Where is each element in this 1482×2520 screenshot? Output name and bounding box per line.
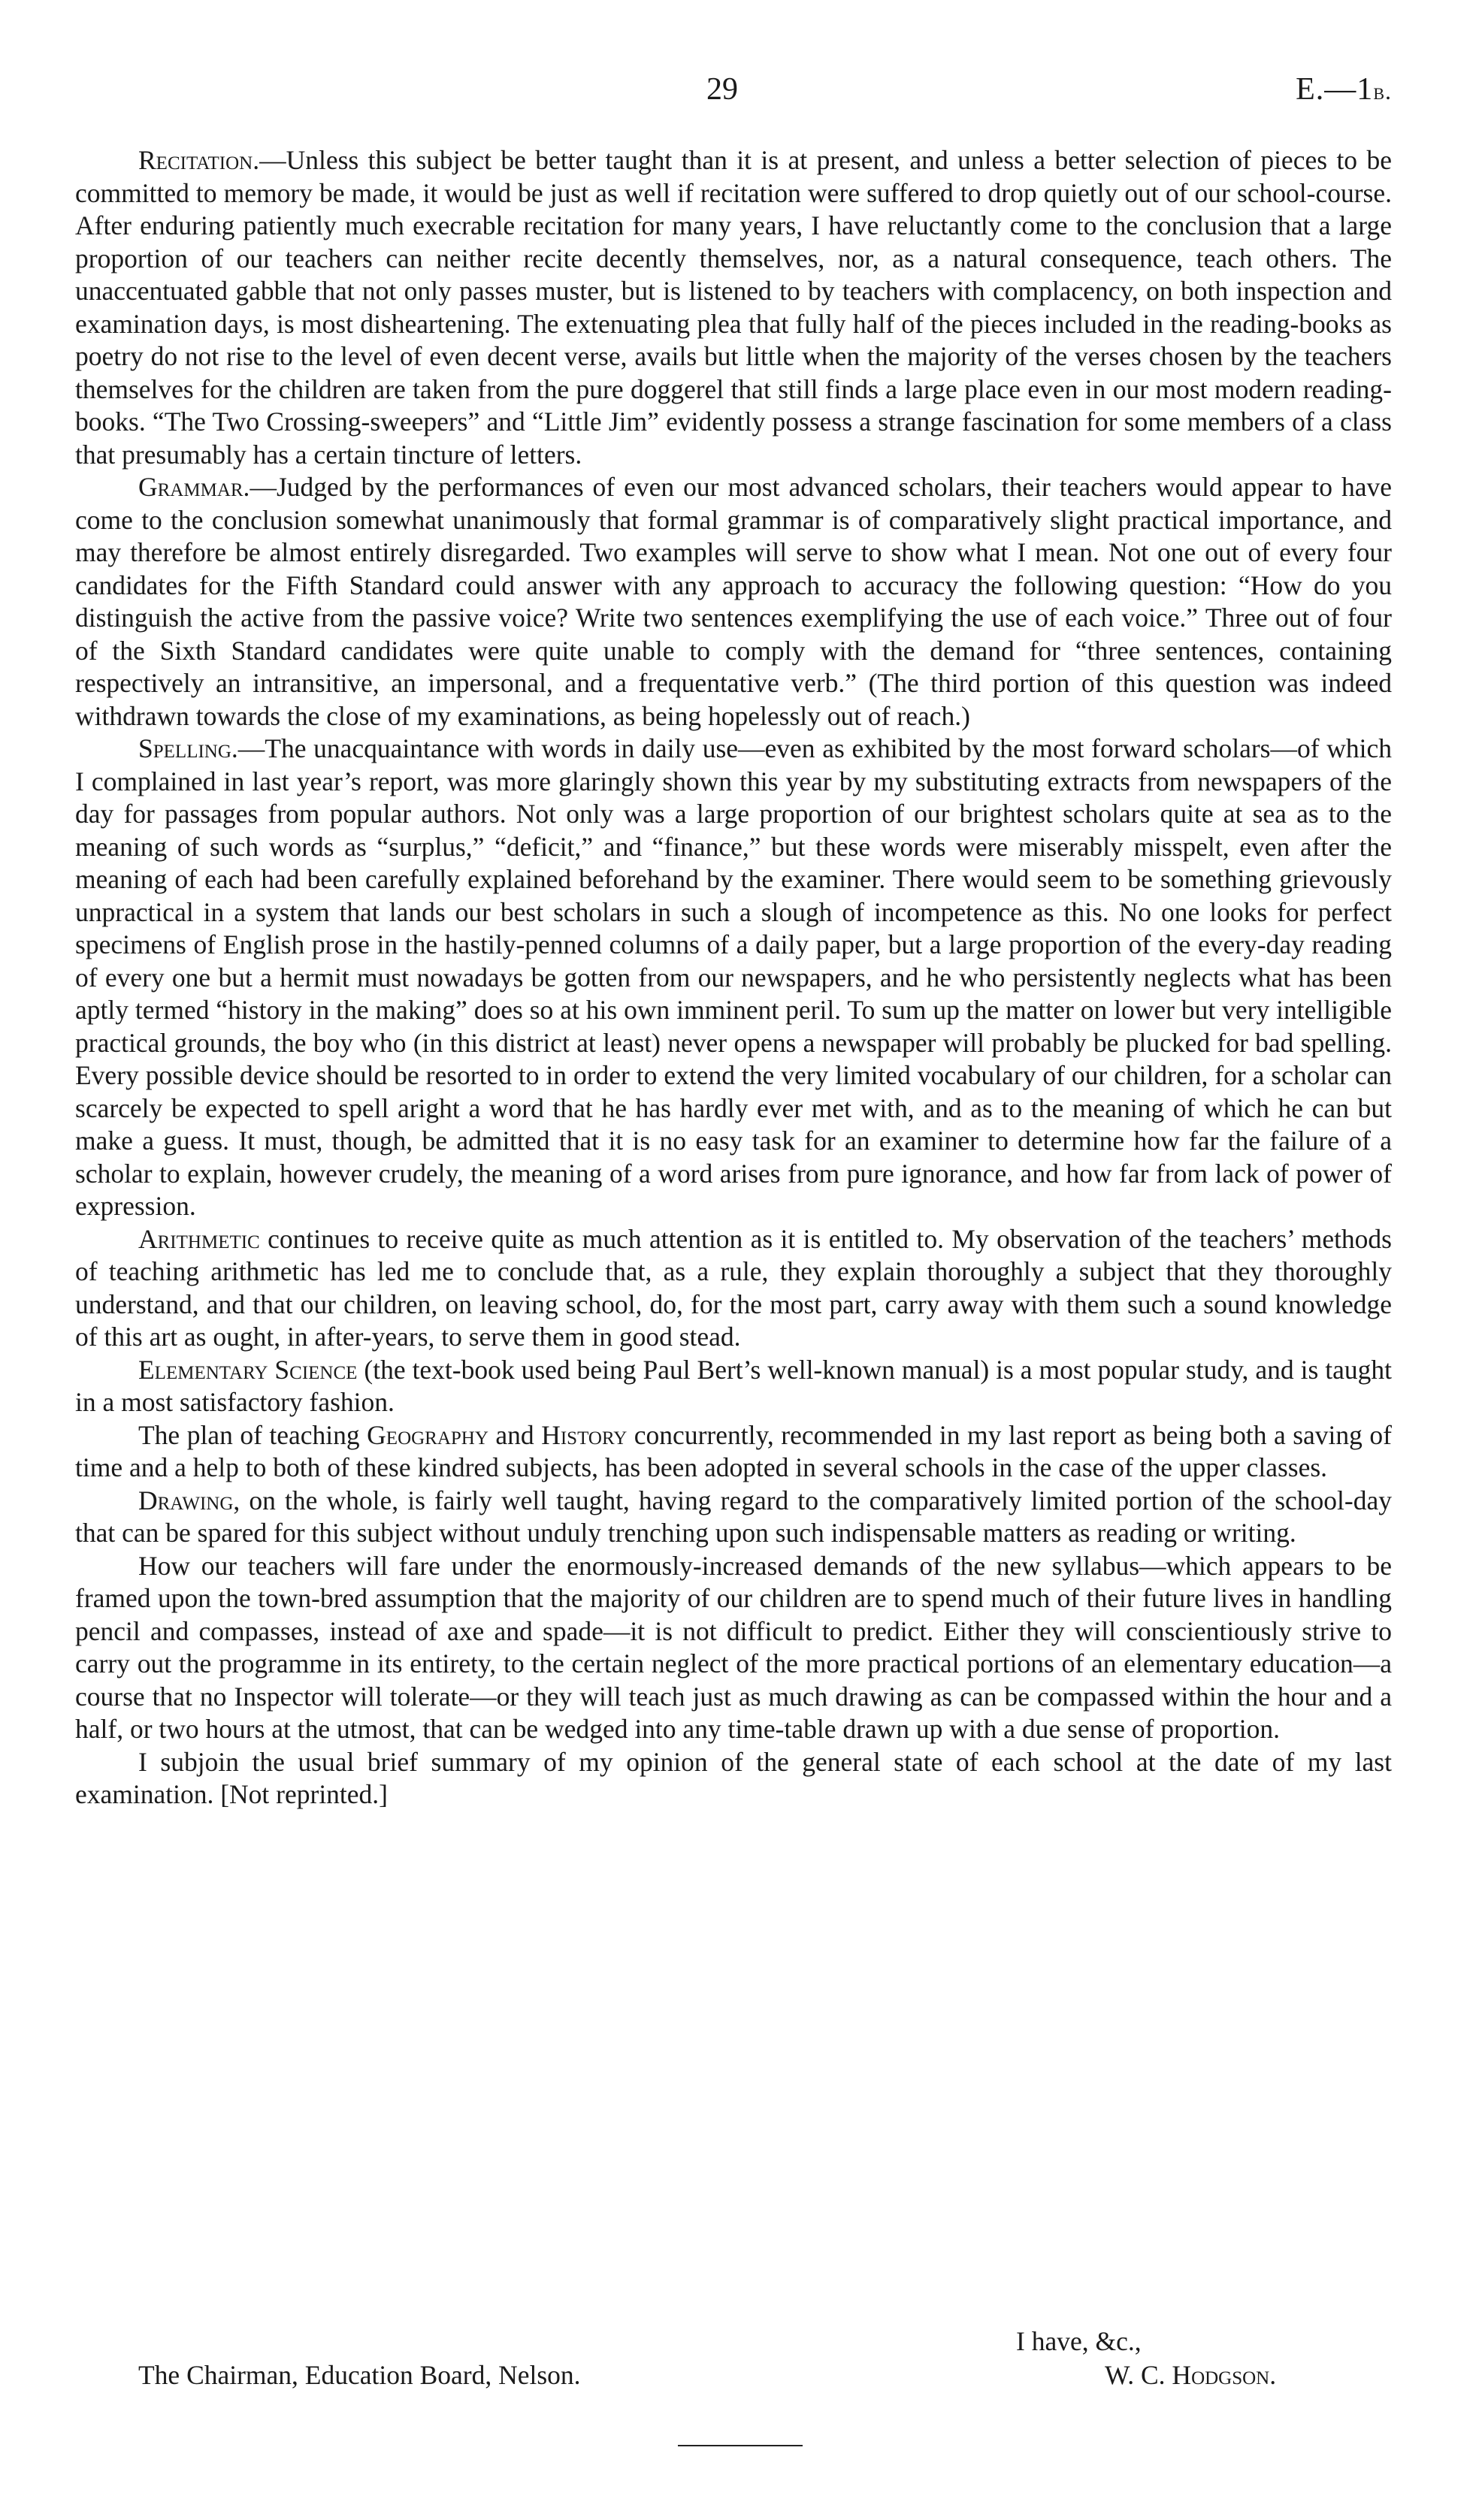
paragraph-arithmetic xyxy=(75,1223,1392,1354)
paragraph-text: , on the whole, is fairly well taught, having regard to the comparatively limited portion of the school-day that can be spared for this subject without unduly trenching upon such indispensable matters as reading or writing. xyxy=(75,1485,1392,1548)
paragraph-text-lead: The plan of teaching xyxy=(138,1419,367,1450)
series-reference xyxy=(1296,71,1392,107)
paragraph-summary xyxy=(75,1746,1392,1811)
paragraph-drawing xyxy=(75,1485,1392,1550)
section-heading-geography: Geography xyxy=(367,1419,488,1450)
section-heading-arithmetic: Arithmetic xyxy=(138,1223,260,1254)
section-heading-drawing: Drawing xyxy=(138,1485,234,1515)
series-code: E.—1 xyxy=(1296,72,1374,107)
section-heading-elementary-science: Elementary Science xyxy=(138,1354,358,1385)
section-heading-recitation: Recitation. xyxy=(138,145,260,175)
page-number: 29 xyxy=(706,72,738,107)
paragraph-text: continues to receive quite as much attention as it is entitled to. My observation of the teachers’ methods of teaching arithmetic has led me to conclude that, as a rule, they explain thoroughly a subject that they thoroughly understand, and that our children, on leaving school, do, for the most part, carry away with them such a sound knowledge of this art as ought, in after-years, to serve them in good stead. xyxy=(75,1223,1392,1352)
paragraph-text: (the text-book used being Paul Bert’s well-known manual) is a most popular study, and is taught in a most satisfactory fashion. xyxy=(75,1354,1392,1417)
closing-salutation: I have, &c., xyxy=(1016,2326,1142,2356)
signature: W. C. Hodgson. xyxy=(1105,2360,1277,2390)
paragraph-syllabus xyxy=(75,1550,1392,1746)
paragraph-text: concurrently, recommended in my last report as being both a saving of time and a help to both of these kindred subjects, has been adopted in several schools in the case of the upper classes. xyxy=(75,1419,1392,1482)
paragraph-recitation xyxy=(75,144,1392,471)
section-heading-grammar: Grammar. xyxy=(138,472,250,502)
paragraph-spelling xyxy=(75,733,1392,1223)
closing-rule xyxy=(678,2445,803,2446)
paragraph-text-join: and xyxy=(488,1419,542,1450)
paragraph-geography-history xyxy=(75,1419,1392,1485)
paragraph-text: —Judged by the performances of even our most advanced scholars, their teachers would appear to have come to the conclusion somewhat unanimously that formal grammar is of comparatively slight practical importance, and may therefore be almost entirely disregarded. Two examples will serve to show what I mean. Not one out of every four candidates for the Fifth Standard could answer with any approach to accuracy the following question: “How do you distinguish the active from the passive voice? Write two sentences exemplifying the use of each voice.” Three out of four of the Sixth Standard candidates were quite unable to comply with the demand for “three sentences, containing respectively an intransitive, an impersonal, and a frequentative verb.” (The third portion of this question was indeed withdrawn towards the close of my examinations, as being hopelessly out of reach.) xyxy=(75,472,1392,731)
paragraph-elementary-science xyxy=(75,1354,1392,1419)
section-heading-history: History xyxy=(541,1419,628,1450)
report-body xyxy=(75,144,1392,1811)
signature-row xyxy=(0,2359,1482,2397)
page-header xyxy=(0,71,1482,116)
series-suffix: b. xyxy=(1373,77,1392,104)
addressee: The Chairman, Education Board, Nelson. xyxy=(138,2360,581,2390)
section-heading-spelling: Spelling. xyxy=(138,733,238,763)
paragraph-text: How our teachers will fare under the enormously-increased demands of the new syllabus—which appears to be framed upon the town-bred assumption that the majority of our children are to spend much of their future lives in handling pencil and compasses, instead of axe and spade—it is not difficult to predict. Either they will conscientiously strive to carry out the programme in its entirety, to the certain neglect of the more practical portions of an elementary education—a course that no Inspector will tolerate—or they will teach just as much drawing as can be compassed within the hour and a half, or two hours at the utmost, that can be wedged into any time-table drawn up with a due sense of proportion. xyxy=(75,1550,1392,1744)
paragraph-text: —Unless this subject be better taught than it is at present, and unless a better selection of pieces to be committed to memory be made, it would be just as well if recitation were suffered to drop quietly out of our school-course. After enduring patiently much execrable recitation for many years, I have reluctantly come to the conclusion that a large proportion of our teachers can neither recite decently themselves, nor, as a natural consequence, teach others. The unaccentuated gabble that not only passes muster, but is listened to by teachers with complacency, on both inspection and examination days, is most disheartening. The extenuating plea that fully half of the pieces included in the reading-books as poetry do not rise to the level of even decent verse, avails but little when the majority of the verses chosen by the teachers themselves for the children are taken from the pure doggerel that still finds a large place even in our most modern reading-books. “The Two Crossing-sweepers” and “Little Jim” evidently possess a strange fascination for some members of a class that presumably has a certain tincture of letters. xyxy=(75,145,1392,470)
paragraph-text: —The unacquaintance with words in daily use—even as exhibited by the most forward scholars—of which I complained in last year’s report, was more glaringly shown this year by my substituting extracts from newspapers of the day for passages from popular authors. Not only was a large proportion of our brightest scholars quite at sea as to the meaning of such words as “surplus,” “deficit,” and “finance,” but these words were miserably misspelt, even after the meaning of each had been carefully explained beforehand by the examiner. There would seem to be something grievously unpractical in a system that lands our best scholars in such a slough of incompetence as this. No one looks for perfect specimens of English prose in the hastily-penned columns of a daily paper, but a large proportion of the every-day reading of every one but a hermit must nowadays be gotten from our newspapers, and he who persistently neglects what has been aptly termed “history in the making” does so at his own imminent peril. To sum up the matter on lower but very intelligible practical grounds, the boy who (in this district at least) never opens a newspaper will probably be plucked for bad spelling. Every possible device should be resorted to in order to extend the very limited vocabulary of our children, for a scholar can scarcely be expected to spell aright a word that he has hardly ever met with, and as to the meaning of which he can but make a guess. It must, though, be admitted that it is no easy task for an examiner to determine how far the failure of a scholar to explain, however crudely, the meaning of a word arises from pure ignorance, and how far from lack of power of expression. xyxy=(75,733,1392,1221)
paragraph-grammar xyxy=(75,471,1392,733)
paragraph-text: I subjoin the usual brief summary of my opinion of the general state of each school at the date of my last examination. [Not reprinted.] xyxy=(75,1746,1392,1809)
